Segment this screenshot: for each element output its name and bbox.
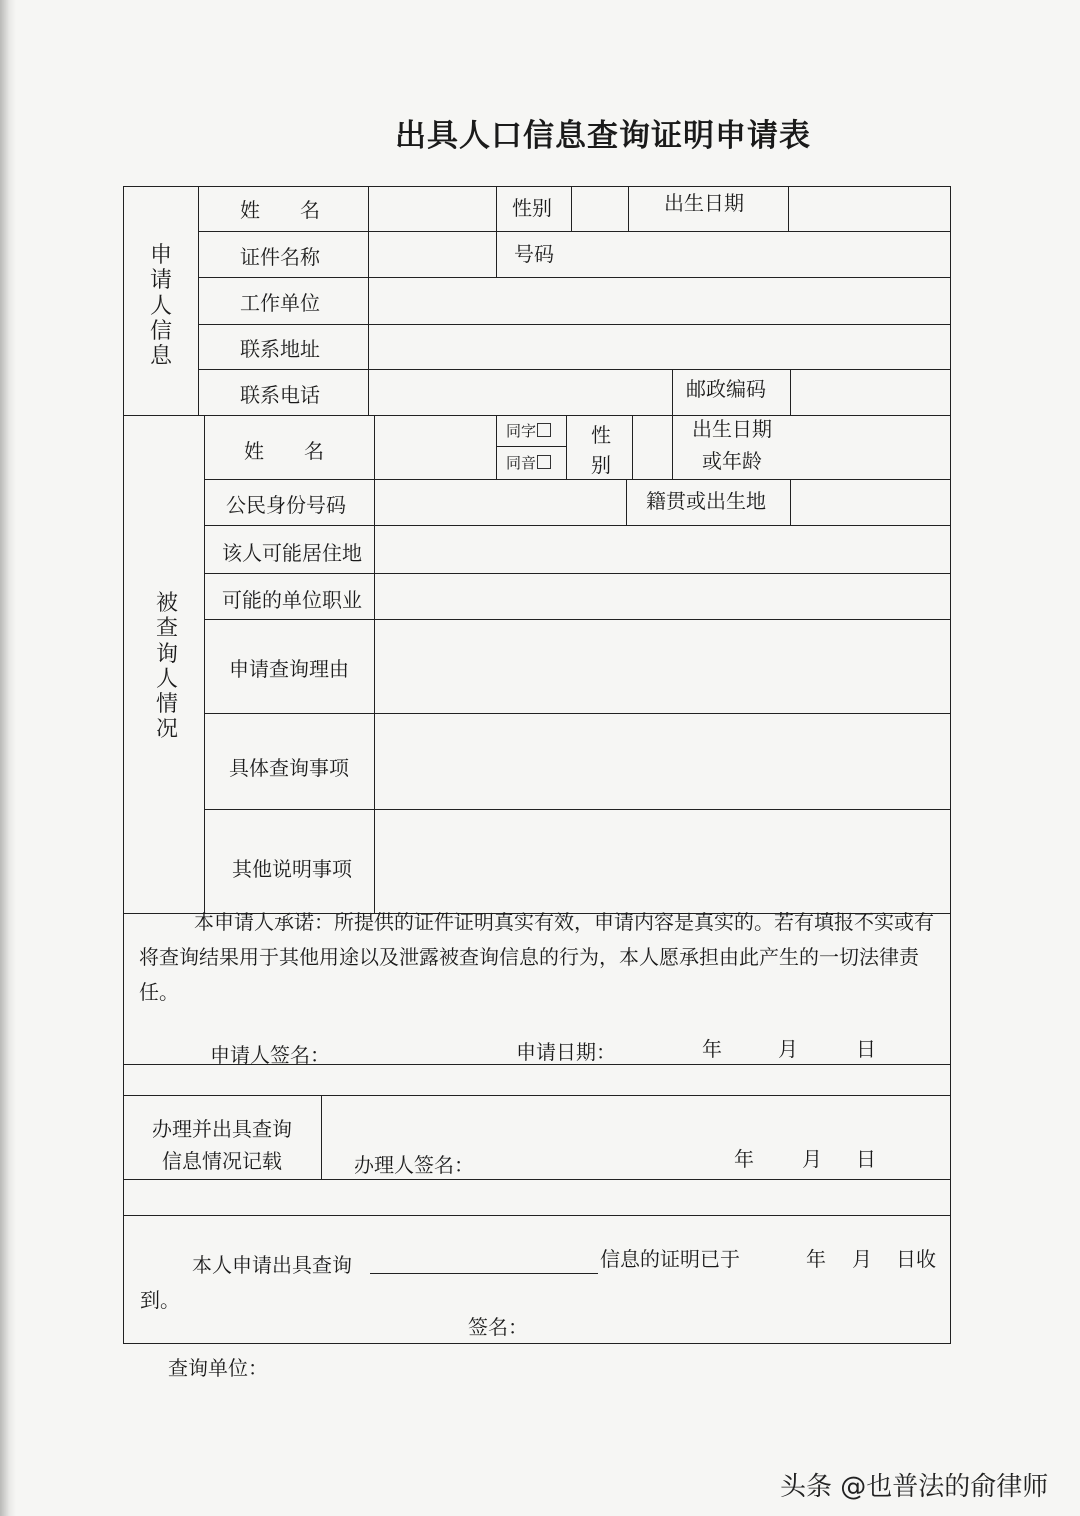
same-char-checkbox[interactable] [537,423,551,437]
same-sound-label: 同音 [506,454,537,472]
col-divider [566,415,567,479]
subject-gender-label: 性别 [591,423,611,477]
handler-day: 日 [856,1147,876,1171]
subrow-divider [496,446,566,447]
col-divider [672,415,673,479]
col-divider [368,187,369,415]
same-sound-option[interactable] [506,455,551,471]
page-edge-shadow [0,0,16,1516]
subject-id-label: 公民身份号码 [226,493,346,517]
row-divider [204,713,950,714]
subject-items-label: 具体查询事项 [229,756,349,780]
col-divider [626,479,627,525]
col-divider [496,187,497,277]
applicant-name-label: 姓 名 [240,198,320,222]
processing-label-line1: 办理并出具查询 [152,1117,292,1141]
row-divider [204,479,950,480]
applicant-signature-label: 申请人签名： [210,1043,330,1067]
section-divider [124,415,950,416]
handler-signature-label: 办理人签名： [354,1153,474,1177]
receipt-year: 年 [806,1247,826,1271]
applicant-section-label: 申请人信息 [149,243,172,370]
row-divider [198,324,950,325]
row-divider [198,369,950,370]
receipt-text-1: 本人申请出具查询 [192,1253,352,1277]
applicant-employer-label: 工作单位 [240,291,320,315]
col-divider [628,187,629,231]
applicant-birth-label: 出生日期 [664,191,744,215]
section-divider [124,1215,950,1216]
applicant-id-type-label: 证件名称 [240,245,320,269]
subject-job-label: 可能的单位职业 [222,588,362,612]
receipt-text-2: 信息的证明已于 [600,1247,740,1271]
subject-birth-label: 出生日期 [692,417,772,441]
subject-reason-label: 申请查询理由 [229,657,349,681]
section-divider [124,1095,950,1096]
receipt-fill-line [370,1273,598,1274]
subject-age-label: 或年龄 [702,449,762,473]
col-divider [672,369,673,415]
applicant-phone-label: 联系电话 [240,383,320,407]
row-divider [204,525,950,526]
col-divider [571,187,572,231]
pledge-text: 本申请人承诺：所提供的证件证明真实有效，申请内容是真实的。若有填报不实或有将查询结果用于其他用途以及泄露被查询信息的行为，本人愿承担由此产生的一切法律责任。 [139,910,934,1004]
col-divider [790,369,791,415]
col-divider [198,187,199,415]
subject-other-label: 其他说明事项 [232,857,352,881]
row-divider [198,277,950,278]
row-divider [198,231,950,232]
receipt-text-3: 到。 [140,1288,180,1312]
watermark: 头条 @也普法的俞律师 [780,1472,1049,1502]
col-divider [321,1095,322,1179]
col-divider [374,415,375,913]
col-divider [790,479,791,525]
row-divider [204,809,950,810]
col-divider [788,187,789,231]
receipt-signature-label: 签名： [468,1315,528,1339]
apply-month: 月 [778,1037,798,1061]
col-divider [496,415,497,479]
handler-month: 月 [802,1147,822,1171]
apply-date-label: 申请日期： [516,1040,616,1064]
application-form [123,186,951,1344]
applicant-postcode-label: 邮政编码 [686,377,766,401]
same-char-option[interactable] [506,423,551,439]
handler-year: 年 [734,1147,754,1171]
applicant-gender-label: 性别 [512,196,552,220]
subject-section-label: 被查询人情况 [155,591,178,743]
subject-name-label: 姓 名 [244,439,324,463]
apply-day: 日 [856,1037,876,1061]
subject-residence-label: 该人可能居住地 [222,541,362,565]
subject-origin-label: 籍贯或出生地 [646,489,766,513]
query-unit-label: 查询单位： [168,1356,268,1380]
same-sound-checkbox[interactable] [537,455,551,469]
receipt-month: 月 [852,1247,872,1271]
col-divider [632,415,633,479]
processing-label-line2: 信息情况记载 [162,1149,282,1173]
applicant-address-label: 联系地址 [240,337,320,361]
col-divider [204,415,205,913]
row-divider [204,619,950,620]
apply-year: 年 [702,1037,722,1061]
form-title: 出具人口信息查询证明申请表 [395,118,811,154]
row-divider [204,573,950,574]
same-char-label: 同字 [506,422,537,440]
section-divider [124,1179,950,1180]
applicant-id-number-label: 号码 [514,242,554,266]
receipt-day: 日收 [896,1247,936,1271]
